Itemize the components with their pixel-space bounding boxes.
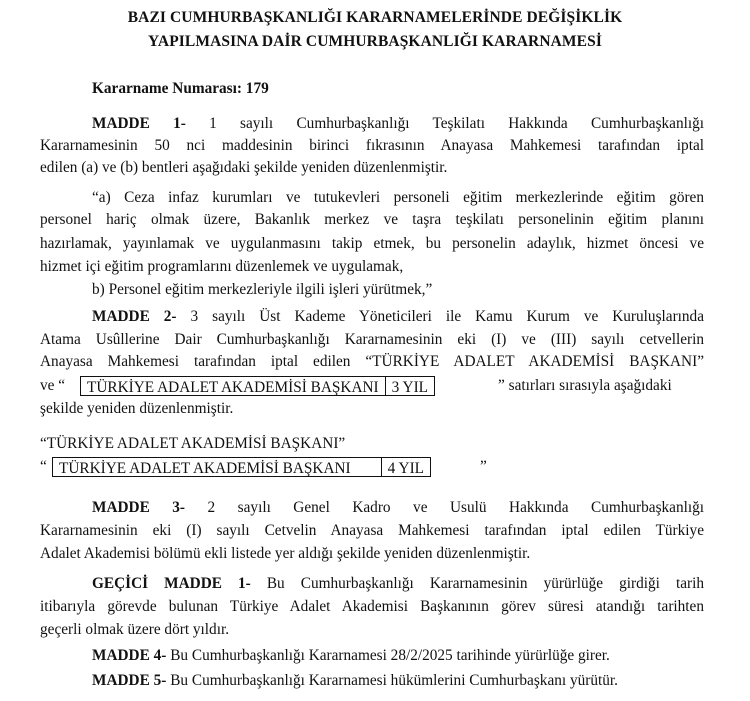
article-1-quote-1: “a) Ceza infaz kurumları ve tutukevleri personeli eğitim merkezlerinde eğitim gören xyxy=(92,189,704,206)
article-1-quote-5: b) Personel eğitim merkezleriyle ilgili işleri yürütmek,” xyxy=(92,281,433,298)
article-1-text-3: edilen (a) ve (b) bentleri aşağıdaki şekilde yeniden düzenlenmiştir. xyxy=(40,159,448,176)
article-1-quote-3: hazırlamak, yayınlamak ve uygulanmasını takip etmek, bu personelin adaylık, hizmet öncesi ve xyxy=(40,235,704,252)
provisional-article-label: GEÇİCİ MADDE 1- xyxy=(92,575,251,592)
old-row-table xyxy=(80,376,435,396)
article-2-first-line xyxy=(92,306,704,328)
old-row-term-cell: 3 YIL xyxy=(385,377,434,395)
article-2-text-1: 3 sayılı Üst Kademe Yöneticileri ile Kamu Kurum ve Kuruluşlarında xyxy=(190,308,704,325)
article-2-new-row-line xyxy=(40,456,704,478)
article-2-text-3: Anayasa Mahkemesi tarafından iptal edilen “TÜRKİYE ADALET AKADEMİSİ BAŞKANI” xyxy=(40,353,704,370)
provisional-article-text-1: Bu Cumhurbaşkanlığı Kararnamesinin yürürlüğe girdiği tarih xyxy=(266,575,705,592)
document-title-line-1: BAZI CUMHURBAŞKANLIĞI KARARNAMELERİNDE DEĞİŞİKLİK xyxy=(127,9,623,26)
article-4 xyxy=(92,645,750,667)
provisional-article-first-line xyxy=(92,573,704,595)
provisional-article-text-3: geçerli olmak üzere dört yıldır. xyxy=(40,621,230,638)
article-1-label: MADDE 1- xyxy=(92,115,186,132)
article-5 xyxy=(92,670,750,692)
article-3-text-2: Kararnamesinin eki (I) sayılı Cetvelin Anayasa Mahkemesi tarafından iptal edilen Türkiye xyxy=(40,522,704,539)
article-2-old-row-line xyxy=(40,375,704,397)
article-4-text: Bu Cumhurbaşkanlığı Kararnamesi 28/2/2025 tarihinde yürürlüğe girer. xyxy=(170,647,610,664)
new-row-table xyxy=(52,457,431,477)
new-row-suffix: ” xyxy=(480,458,487,475)
article-2-text-2: Atama Usûllerine Dair Cumhurbaşkanlığı Kararnamesinin eki (I) ve (III) sayılı cetvellerin xyxy=(40,331,704,348)
article-1-text-1: 1 sayılı Cumhurbaşkanlığı Teşkilatı Hakkında Cumhurbaşkanlığı xyxy=(209,115,705,132)
decree-number: Kararname Numarası: 179 xyxy=(92,80,269,97)
new-row-term-cell: 4 YIL xyxy=(381,458,430,476)
article-3-text-3: Adalet Akademisi bölümü ekli listede yer aldığı şekilde yeniden düzenlenmiştir. xyxy=(40,545,531,562)
document-title-line-2: YAPILMASINA DAİR CUMHURBAŞKANLIĞI KARARNAMESİ xyxy=(148,33,602,50)
article-4-label: MADDE 4- xyxy=(92,647,167,664)
article-1-quote-2: personel hariç olmak üzere, Bakanlık merkez ve taşra teşkilatı personelinin eğitim planını xyxy=(40,211,704,228)
article-1-quote-4: hizmet içi eğitim programlarını düzenlemek ve uygulamak, xyxy=(40,258,404,275)
new-row-prefix: “ xyxy=(40,458,47,475)
article-5-label: MADDE 5- xyxy=(92,672,167,689)
article-2-text-5: şekilde yeniden düzenlenmiştir. xyxy=(40,400,234,417)
article-1-text-2: Kararnamesinin 50 nci maddesinin birinci fıkrasının Anayasa Mahkemesi tarafından iptal xyxy=(40,137,704,154)
article-2-label: MADDE 2- xyxy=(92,308,177,325)
article-1-first-line xyxy=(92,113,704,135)
article-5-text: Bu Cumhurbaşkanlığı Kararnamesi hükümlerini Cumhurbaşkanı yürütür. xyxy=(170,672,618,689)
article-3-first-line xyxy=(92,497,704,519)
new-row-heading: “TÜRKİYE ADALET AKADEMİSİ BAŞKANI” xyxy=(40,435,346,452)
old-row-prefix: ve “ xyxy=(40,377,66,394)
provisional-article-text-2: itibarıyla görevde bulunan Türkiye Adalet Akademisi Başkanının görev süresi atandığı tarihten xyxy=(40,598,704,615)
article-3-label: MADDE 3- xyxy=(92,499,186,516)
old-row-title-cell: TÜRKİYE ADALET AKADEMİSİ BAŞKANI xyxy=(87,379,379,396)
new-row-title-cell: TÜRKİYE ADALET AKADEMİSİ BAŞKANI xyxy=(59,460,351,477)
article-3-text-1: 2 sayılı Genel Kadro ve Usulü Hakkında Cumhurbaşkanlığı xyxy=(207,499,705,516)
old-row-suffix: ” satırları sırasıyla aşağıdaki xyxy=(498,377,672,394)
